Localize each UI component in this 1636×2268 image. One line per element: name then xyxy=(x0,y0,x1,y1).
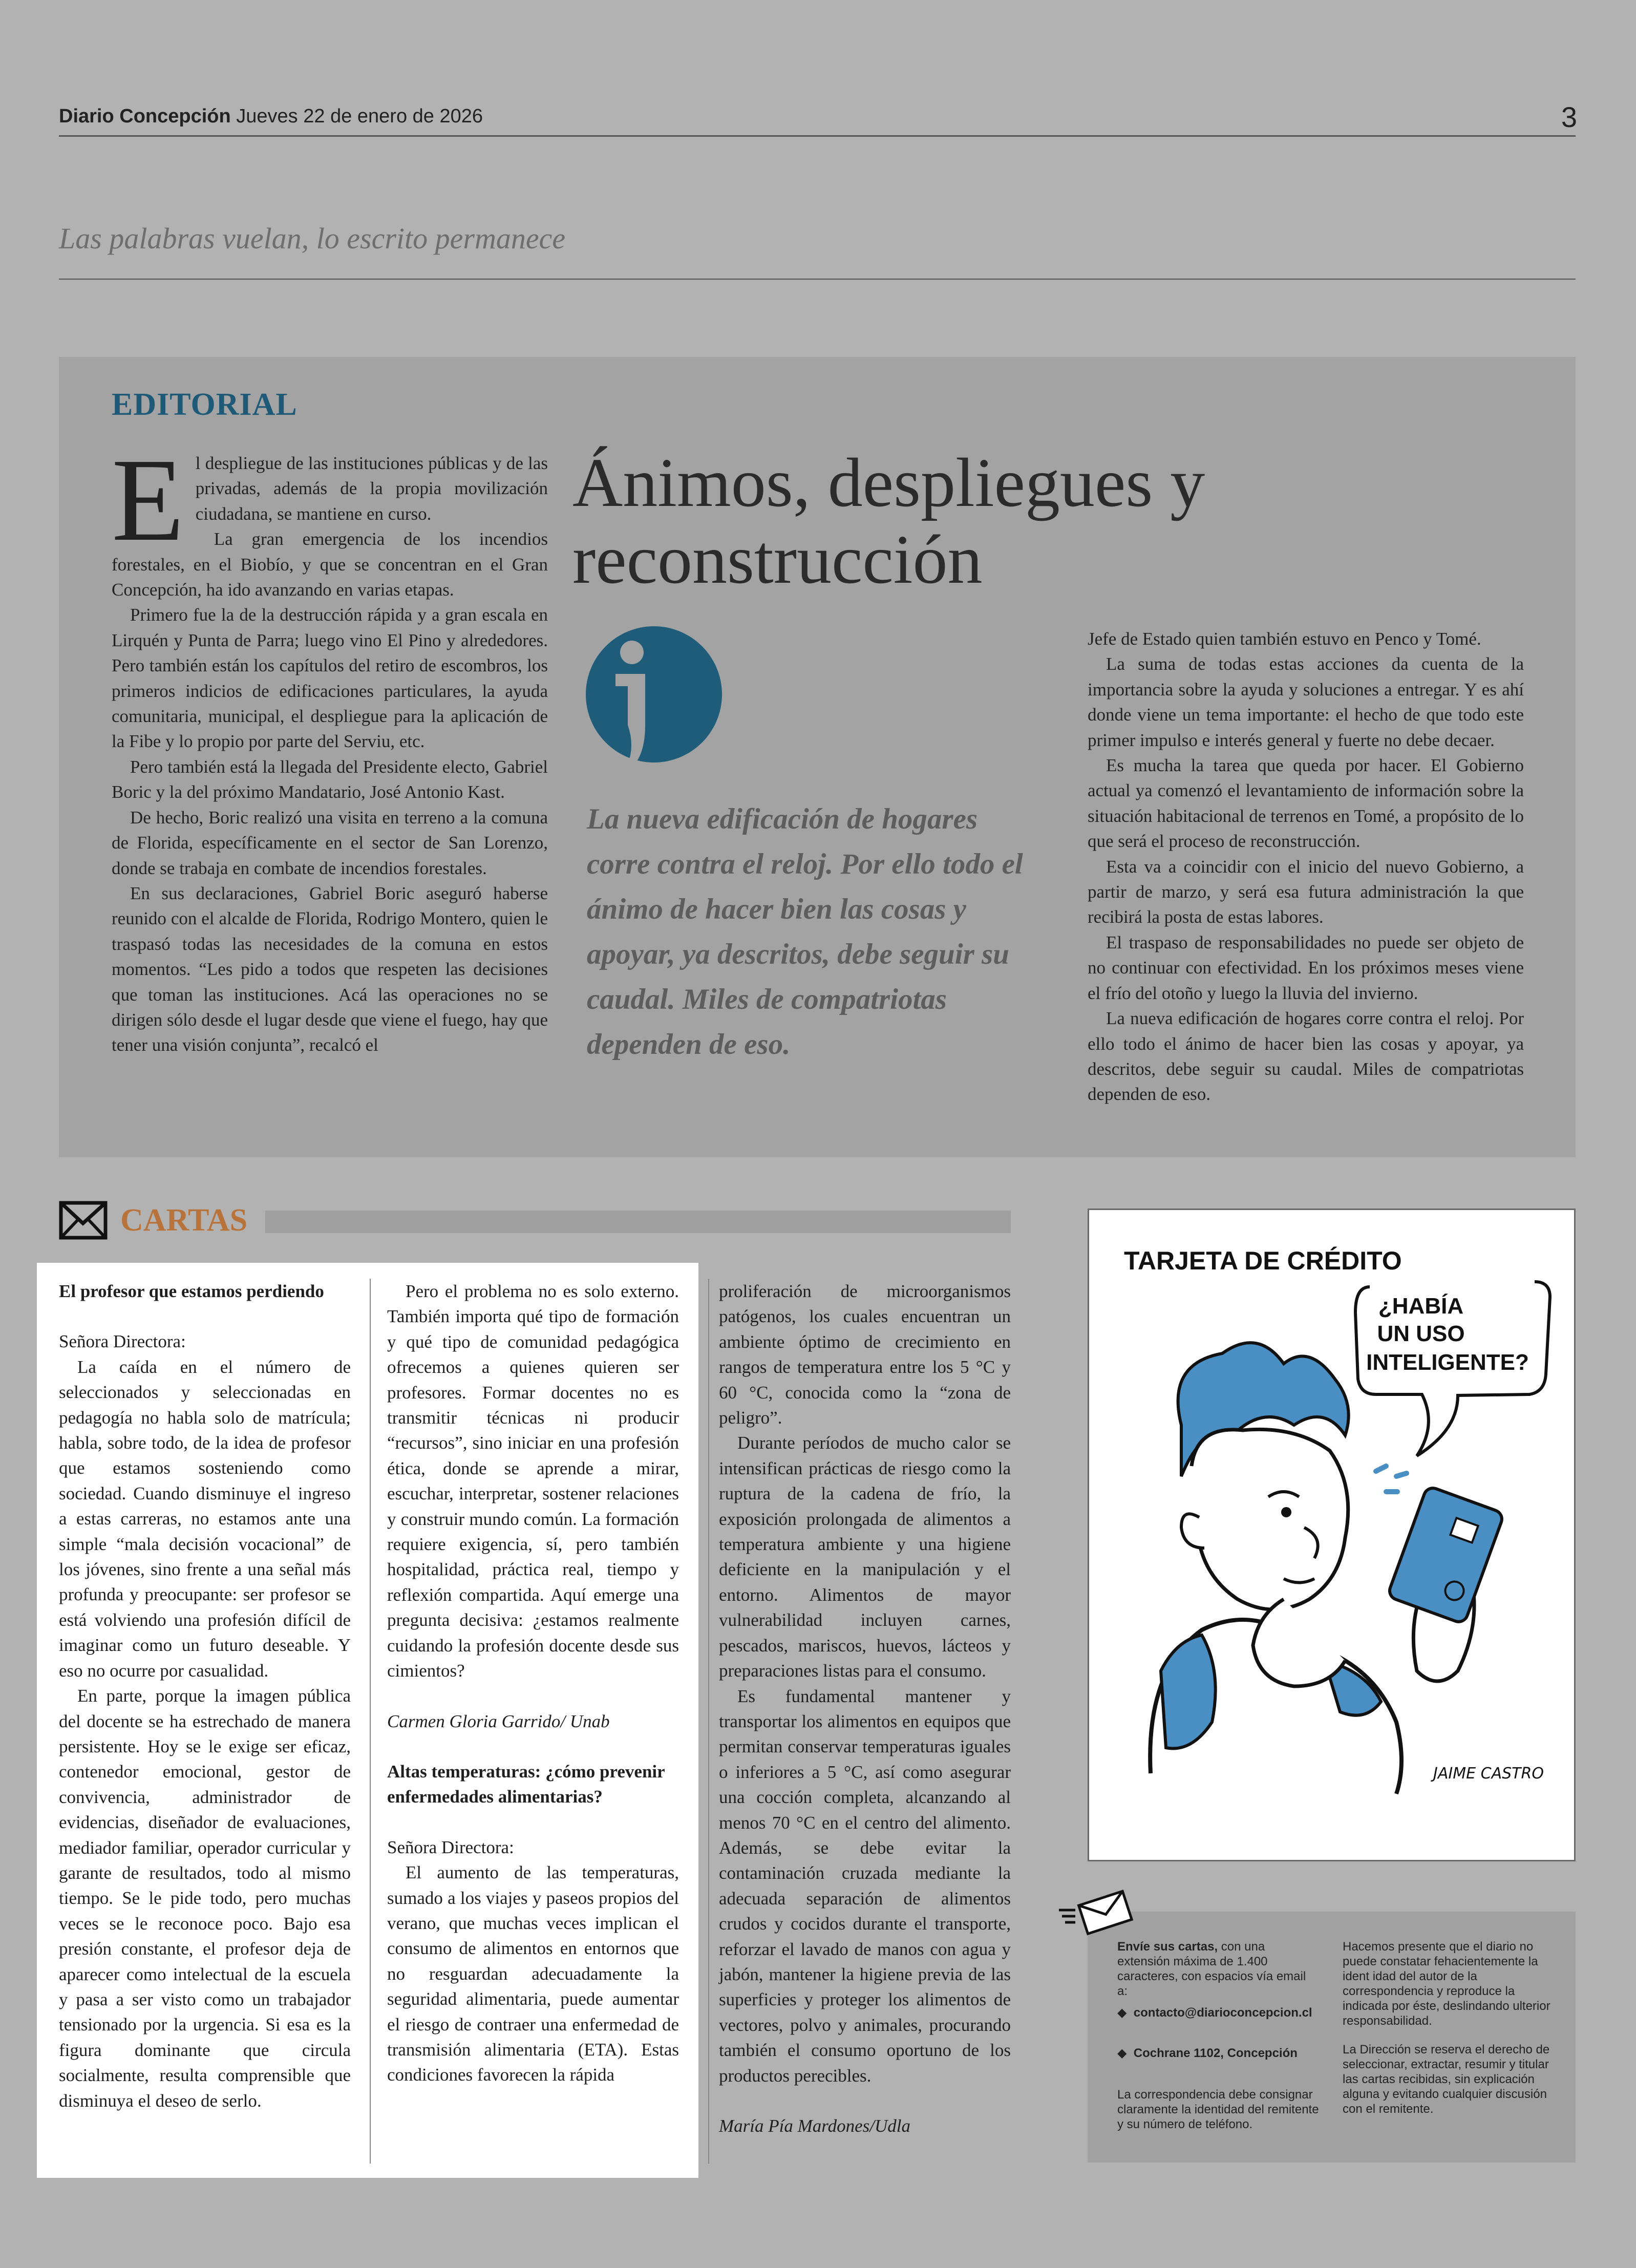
cartoon-drawing xyxy=(1089,1210,1574,1860)
send-letter-icon xyxy=(1055,1884,1142,1936)
issue-date: Jueves 22 de enero de 2026 xyxy=(236,105,483,127)
letter-paragraph: En parte, porque la imagen pública del docente se ha estrechado de manera persistente. Hoy se le exige ser eficaz, contenedor emocional, gestor de convivencia, administrador de evidencias, diseñador de evaluaciones, mediador familiar, operador curricular y garante de resultados, todo al mismo tiempo. Se le pide todo, pero muchas veces se le reconoce poco. Bajo esa presión constante, el profesor deja de aparecer como intelectual de la escuela y pasa a ser visto como un trabajador tensionado por la urgencia. Si esa es la figura dominante que circula socialmente, resulta comprensible que disminuya el deseo de serlo. xyxy=(59,1686,351,2111)
letter-paragraph: Pero el problema no es solo externo. También importa qué tipo de formación y qué tipo de comunidad pedagógica ofrecemos a quienes quieren ser profesores. Formar docentes no es transmitir técnicas ni producir “recursos”, sino iniciar en una profesión ética, donde se aprende a mirar, escuchar, interpretar, sostener relaciones y construir mundo común. La formación requiere exigencia, sí, pero también hospitalidad, práctica real, tiempo y reflexión compartida. Aquí emerge una pregunta decisiva: ¿estamos realmente cuidando la profesión docente desde sus cimientos? xyxy=(387,1281,679,1681)
editorial-paragraph: En sus declaraciones, Gabriel Boric aseguró haberse reunido con el alcalde de Florida, Rodrigo Montero, quien le traspasó todas las necesidades de la comuna en estos momentos. “Les pido a todos que respeten las decisiones que toman las instituciones. Acá las operaciones no se dirigen sólo desde el lugar desde que viene el fuego, hay que tener una visión conjunta”, recalcó el xyxy=(112,883,548,1055)
letter-paragraph: proliferación de microorganismos patógenos, los cuales encuentran un ambiente óptimo de crecimiento en rangos de temperatura entre los 5 °C y 60 °C, conocida como la “zona de peligro”. xyxy=(719,1281,1011,1428)
contact-send-text xyxy=(1117,1939,1312,1999)
newspaper-name: Diario Concepción xyxy=(59,105,231,127)
editorial-paragraph: Pero también está la llegada del Presidente electo, Gabriel Boric y la del próximo Mandatario, José Antonio Kast. xyxy=(112,756,548,802)
contact-email[interactable]: contacto@diarioconcepcion.cl xyxy=(1133,2006,1312,2020)
letters-column-1 xyxy=(59,1279,351,2113)
masthead xyxy=(59,105,483,128)
editorial-label: EDITORIAL xyxy=(112,387,298,422)
contact-note-left: La correspondencia debe consignar claramente la identidad del remitente y su número de teléfono. xyxy=(1117,2088,1319,2131)
cartas-header-bar xyxy=(265,1211,1011,1233)
cartas-label: CARTAS xyxy=(120,1203,248,1238)
editorial-paragraph: La gran emergencia de los incendios forestales, en el Biobío, y que se concentran en el Gran Concepción, ha ido avanzando en varias etapas. xyxy=(112,529,548,600)
letter-signature: María Pía Mardones/Udla xyxy=(719,2116,910,2136)
column-divider xyxy=(708,1279,709,2164)
contact-address-line: ◆ Cochrane 1102, Concepción xyxy=(1117,2046,1298,2060)
letter-salutation: Señora Directora: xyxy=(387,1837,514,1857)
info-icon xyxy=(585,623,723,766)
editorial-column-1 xyxy=(112,434,548,1058)
letter-paragraph: La caída en el número de seleccionados y seleccionadas en pedagogía no habla solo de matrícula; habla, sobre todo, de la idea de profesor que estamos sosteniendo como sociedad. Cuando disminuye el ingreso a estas carreras, no estamos ante una simple “mala decisión vocacional” de los jóvenes, sino frente a una señal más profunda y preocupante: ser profesor se está volviendo una profesión difícil de imaginar como un futuro deseable. Y eso no ocurre por casualidad. xyxy=(59,1356,351,1681)
cartoon-panel xyxy=(1088,1209,1576,1861)
editorial-paragraph: Es mucha la tarea que queda por hacer. El Gobierno actual ya comenzó el levantamiento de información sobre la situación habitacional de terrenos en Tomé, a propósito de lo que será el proceso de reconstrucción. xyxy=(1088,755,1524,852)
contact-note-right-1: Hacemos presente que el diario no puede constatar fehacientemente la ident idad del autor de la correspondencia y reproduce la indicada por éste, deslindando ulterior responsabilidad. xyxy=(1343,1940,1550,2028)
letter-title: Altas temperaturas: ¿cómo prevenir enfermedades alimentarias? xyxy=(387,1761,665,1807)
header-rule xyxy=(59,135,1576,137)
contact-send-rest: con una extensión máxima de 1.400 caracteres, con espacios vía email a: xyxy=(1117,1940,1306,1998)
editorial-paragraph: El traspaso de responsabilidades no puede ser objeto de no continuar con efectividad. En los próximos meses viene el frío del otoño y luego la lluvia del invierno. xyxy=(1088,932,1524,1003)
bubble-line: ¿HABÍA xyxy=(1378,1294,1464,1319)
letters-column-3 xyxy=(719,1279,1011,2138)
editorial-title: Ánimos, despliegues y reconstrucción xyxy=(572,444,1205,598)
editorial-paragraph: Esta va a coincidir con el inicio del nuevo Gobierno, a partir de marzo, y será esa futura administración la que recibirá la posta de estas labores. xyxy=(1088,856,1524,927)
contact-email-line: ◆ contacto@diarioconcepcion.cl xyxy=(1117,2006,1312,2020)
bubble-line: UN USO xyxy=(1377,1321,1465,1346)
letter-paragraph: El aumento de las temperaturas, sumado a los viajes y paseos propios del verano, que muchas veces implican el consumo de alimentos en entornos que no resguardan adecuadamente la seguridad alimentaria, puede aumentar el riesgo de contraer una enfermedad de transmisión alimentaria (ETA). Estas condiciones favorecen la rápida xyxy=(387,1862,679,2085)
bubble-line: INTELIGENTE? xyxy=(1366,1350,1529,1375)
contact-address: Cochrane 1102, Concepción xyxy=(1133,2046,1298,2060)
editorial-paragraph: De hecho, Boric realizó una visita en terreno a la comuna de Florida, específicamente en el sector de San Lorenzo, donde se trabaja en combate de incendios forestales. xyxy=(112,807,548,878)
editorial-paragraph: La nueva edificación de hogares corre contra el reloj. Por ello todo el ánimo de hacer bien las cosas y apoyar, ya descritos, debe seguir su caudal. Miles de compatriotas dependen de eso. xyxy=(1088,1008,1524,1105)
page-number: 3 xyxy=(1561,101,1577,133)
cartoon-title: TARJETA DE CRÉDITO xyxy=(1124,1246,1402,1275)
editorial-paragraph: La suma de todas estas acciones da cuenta de la importancia sobre la ayuda y soluciones a entregar. Y es ahí donde viene un tema importante: el hecho de que todo este primer impulso e interés general y fuerte no debe decaer. xyxy=(1088,654,1524,750)
letter-title: El profesor que estamos perdiendo xyxy=(59,1281,324,1301)
editorial-paragraph: Jefe de Estado quien también estuvo en Penco y Tomé. xyxy=(1088,629,1481,649)
drop-cap: E xyxy=(112,434,184,566)
envelope-icon xyxy=(59,1201,108,1240)
section-tagline: Las palabras vuelan, lo escrito permanece xyxy=(59,222,566,255)
letter-salutation: Señora Directora: xyxy=(59,1331,186,1352)
credit-card-icon xyxy=(1387,1486,1504,1624)
tagline-rule xyxy=(59,279,1576,280)
editorial-paragraph: Primero fue la de la destrucción rápida y a gran escala en Lirquén y Punta de Parra; luego vino El Pino y alrededores. Pero también están los capítulos del retiro de escombros, los primeros indicios de edificaciones particulares, la ayuda comunitaria, municipal, el despliegue para la aplicación de la Fibe y lo propio por parte del Serviu, etc. xyxy=(112,605,548,752)
editorial-column-3 xyxy=(1088,626,1524,1107)
contact-send-bold: Envíe sus cartas, xyxy=(1117,1940,1218,1954)
artist-signature: JAIME CASTRO xyxy=(1433,1765,1544,1783)
editorial-pull-quote: La nueva edificación de hogares corre contra el reloj. Por ello todo el ánimo de hacer bien las cosas y apoyar, ya descritos, debe seguir su caudal. Miles de compatriotas dependen de eso. xyxy=(587,803,1023,1061)
column-divider xyxy=(370,1279,371,2164)
letter-paragraph: Es fundamental mantener y transportar los alimentos en equipos que permitan conservar temperaturas iguales o inferiores a 5 °C, así como asegurar una cocción completa, alcanzando al menos 70 °C en el centro del alimento. Además, se debe evitar la contaminación cruzada mediante la adecuada separación de alimentos crudos y cocidos durante el transporte, reforzar el lavado de manos con agua y jabón, mantener la higiene previa de las superficies y proteger los alimentos de vectores, polvo y animales, procurando también el consumo oportuno de los productos perecibles. xyxy=(719,1686,1011,2086)
letter-paragraph: Durante períodos de mucho calor se intensifican prácticas de riesgo como la ruptura de la cadena de frío, la exposición prolongada de alimentos a temperatura ambiente y una higiene deficiente en la manipulación y el entorno. Alimentos de mayor vulnerabilidad incluyen carnes, pescados, mariscos, huevos, lácteos y preparaciones listas para el consumo. xyxy=(719,1433,1011,1681)
editorial-paragraph: l despliegue de las instituciones públicas y de las privadas, además de la propia movilización ciudadana, se mantiene en curso. xyxy=(195,453,548,524)
contact-note-right-2: La Dirección se reserva el derecho de seleccionar, extractar, resumir y titular las cartas recibidas, sin explicación alguna y evitando cualquier discusión con el remitente. xyxy=(1343,2043,1550,2116)
letters-column-2 xyxy=(387,1279,679,2088)
letter-signature: Carmen Gloria Garrido/ Unab xyxy=(387,1711,610,1731)
